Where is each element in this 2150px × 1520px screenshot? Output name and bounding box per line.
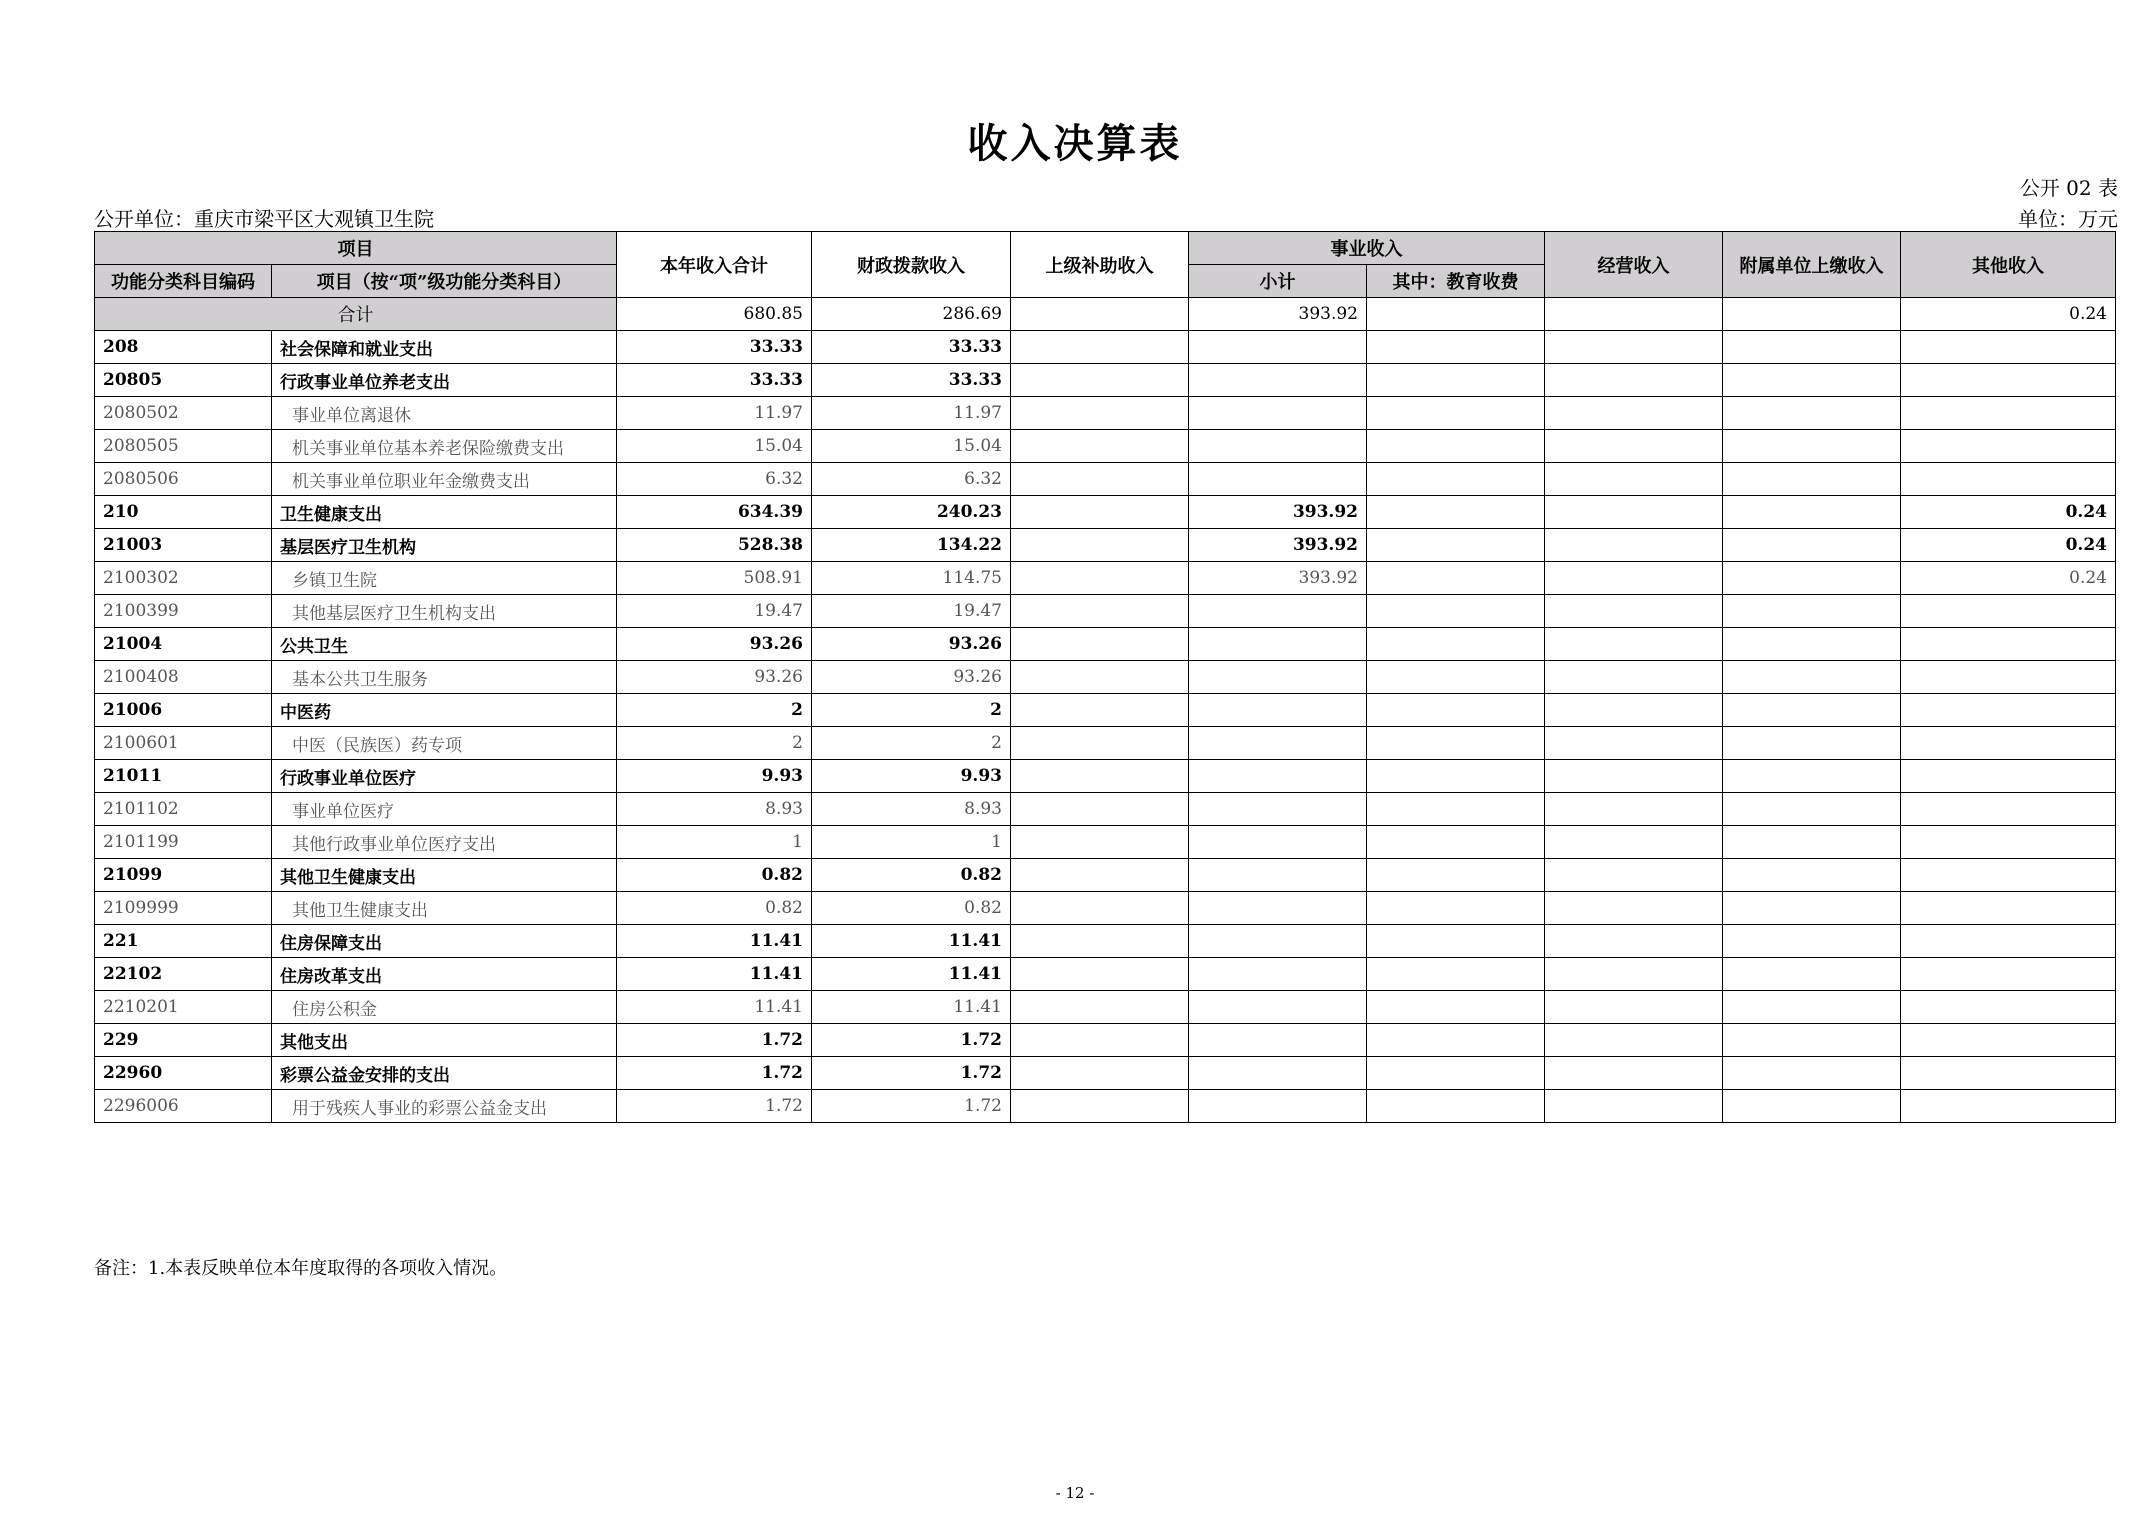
row-cell: 11.41 [812,925,1011,958]
row-name: 公共卫生 [272,628,617,661]
row-code: 2101102 [95,793,272,826]
row-cell [1189,925,1367,958]
row-cell: 114.75 [812,562,1011,595]
row-cell [1545,628,1723,661]
row-cell [1723,496,1901,529]
row-code: 2100408 [95,661,272,694]
row-name: 住房公积金 [272,991,617,1024]
row-cell [1367,694,1545,727]
row-cell: 1.72 [617,1090,812,1123]
row-cell [1545,463,1723,496]
row-code: 22960 [95,1057,272,1090]
row-cell [1545,331,1723,364]
row-cell: 2 [812,727,1011,760]
row-cell: 33.33 [812,364,1011,397]
unit-label: 单位：万元 [2018,207,2118,231]
row-cell [1367,496,1545,529]
table-row [95,958,2116,991]
row-cell [1545,859,1723,892]
row-name: 彩票公益金安排的支出 [272,1057,617,1090]
row-cell [1545,727,1723,760]
row-cell [1189,892,1367,925]
row-cell [1901,595,2116,628]
row-cell [1367,958,1545,991]
table-row [95,925,2116,958]
row-cell [1545,529,1723,562]
row-name: 基层医疗卫生机构 [272,529,617,562]
row-cell [1901,826,2116,859]
row-cell [1545,991,1723,1024]
row-cell [1723,859,1901,892]
row-cell: 393.92 [1189,529,1367,562]
row-cell [1367,430,1545,463]
row-cell: 93.26 [617,628,812,661]
row-cell [1723,529,1901,562]
row-name: 住房改革支出 [272,958,617,991]
row-cell: 6.32 [812,463,1011,496]
row-name: 事业单位医疗 [272,793,617,826]
row-name: 其他基层医疗卫生机构支出 [272,595,617,628]
row-cell [1011,331,1189,364]
row-cell [1189,1024,1367,1057]
row-cell: 240.23 [812,496,1011,529]
row-cell: 1 [617,826,812,859]
row-name: 其他行政事业单位医疗支出 [272,826,617,859]
row-cell: 508.91 [617,562,812,595]
table-row [95,1024,2116,1057]
row-cell [1723,595,1901,628]
row-cell [1367,727,1545,760]
row-cell [1367,661,1545,694]
total-cell [1545,298,1723,331]
row-name: 行政事业单位养老支出 [272,364,617,397]
row-cell [1189,991,1367,1024]
row-cell [1545,1057,1723,1090]
row-name: 其他卫生健康支出 [272,859,617,892]
table-row [95,892,2116,925]
page-title: 收入决算表 [967,120,1183,167]
row-cell [1367,760,1545,793]
total-row [95,298,2116,331]
row-cell: 0.82 [812,859,1011,892]
table-row [95,496,2116,529]
row-cell: 0.82 [812,892,1011,925]
row-cell [1189,430,1367,463]
total-cell: 393.92 [1189,298,1367,331]
row-cell [1901,727,2116,760]
row-cell [1723,430,1901,463]
row-cell: 2 [812,694,1011,727]
row-cell [1189,826,1367,859]
row-cell: 93.26 [812,628,1011,661]
row-code: 2101199 [95,826,272,859]
row-cell [1545,496,1723,529]
row-code: 21099 [95,859,272,892]
row-code: 21004 [95,628,272,661]
row-cell [1189,661,1367,694]
table-row [95,562,2116,595]
header-business-income: 事业收入 [1189,232,1545,265]
row-name: 住房保障支出 [272,925,617,958]
row-cell [1367,925,1545,958]
row-cell [1723,331,1901,364]
row-cell [1189,1057,1367,1090]
row-code: 2080505 [95,430,272,463]
table-row [95,826,2116,859]
row-cell: 528.38 [617,529,812,562]
row-cell [1189,397,1367,430]
header-name: 项目（按“项”级功能分类科目） [272,265,617,298]
row-cell: 11.97 [617,397,812,430]
row-cell [1723,628,1901,661]
header-operating: 经营收入 [1545,232,1723,298]
total-cell [1367,298,1545,331]
row-cell: 1.72 [617,1024,812,1057]
table-row [95,529,2116,562]
row-cell [1367,1024,1545,1057]
table-row [95,364,2116,397]
row-cell [1901,793,2116,826]
row-code: 210 [95,496,272,529]
row-cell [1901,991,2116,1024]
row-cell [1545,595,1723,628]
row-cell [1545,925,1723,958]
row-cell [1011,991,1189,1024]
total-cell [1723,298,1901,331]
header-superior-subsidy: 上级补助收入 [1011,232,1189,298]
row-cell [1011,430,1189,463]
table-row [95,397,2116,430]
row-cell [1011,562,1189,595]
row-name: 中医药 [272,694,617,727]
table-row [95,760,2116,793]
row-cell: 33.33 [812,331,1011,364]
row-cell: 2 [617,694,812,727]
row-code: 2100302 [95,562,272,595]
row-cell [1901,859,2116,892]
row-code: 2080502 [95,397,272,430]
total-cell: 0.24 [1901,298,2116,331]
row-cell: 11.41 [617,925,812,958]
header-other: 其他收入 [1901,232,2116,298]
row-code: 21006 [95,694,272,727]
total-label: 合计 [95,298,617,331]
row-cell: 393.92 [1189,496,1367,529]
row-cell [1901,1024,2116,1057]
row-cell: 1.72 [812,1057,1011,1090]
row-cell [1189,628,1367,661]
row-code: 20805 [95,364,272,397]
row-cell [1545,892,1723,925]
row-cell [1367,529,1545,562]
row-cell [1011,661,1189,694]
row-cell [1189,463,1367,496]
row-cell [1901,430,2116,463]
row-cell [1545,430,1723,463]
row-cell [1901,463,2116,496]
row-code: 229 [95,1024,272,1057]
row-cell [1367,397,1545,430]
table-row [95,1090,2116,1123]
table-row [95,1057,2116,1090]
row-cell [1011,496,1189,529]
row-cell: 9.93 [812,760,1011,793]
row-cell [1011,892,1189,925]
row-name: 机关事业单位职业年金缴费支出 [272,463,617,496]
row-cell [1901,397,2116,430]
row-cell [1367,1057,1545,1090]
row-cell: 0.24 [1901,562,2116,595]
row-cell [1901,364,2116,397]
row-cell [1901,628,2116,661]
row-cell: 0.82 [617,892,812,925]
row-code: 221 [95,925,272,958]
row-cell [1189,1090,1367,1123]
row-cell [1367,562,1545,595]
row-cell [1901,1057,2116,1090]
header-subtotal: 小计 [1189,265,1367,298]
row-cell [1367,331,1545,364]
header-education-fee: 其中：教育收费 [1367,265,1545,298]
row-cell: 1.72 [812,1024,1011,1057]
row-cell: 8.93 [617,793,812,826]
row-cell [1723,463,1901,496]
row-cell [1545,793,1723,826]
row-cell [1367,826,1545,859]
row-code: 2109999 [95,892,272,925]
row-cell [1723,991,1901,1024]
row-cell [1723,793,1901,826]
row-name: 中医（民族医）药专项 [272,727,617,760]
row-cell [1189,694,1367,727]
row-cell [1189,727,1367,760]
row-cell [1011,364,1189,397]
row-cell [1545,397,1723,430]
row-cell [1189,958,1367,991]
table-row [95,793,2116,826]
row-cell: 15.04 [812,430,1011,463]
total-cell: 680.85 [617,298,812,331]
row-name: 其他卫生健康支出 [272,892,617,925]
row-cell: 9.93 [617,760,812,793]
table-row [95,991,2116,1024]
row-cell [1011,925,1189,958]
row-cell [1189,364,1367,397]
row-cell: 1 [812,826,1011,859]
row-cell [1723,1057,1901,1090]
row-cell [1011,463,1189,496]
row-cell [1367,892,1545,925]
row-cell [1011,628,1189,661]
row-cell: 11.41 [617,958,812,991]
row-code: 2100601 [95,727,272,760]
row-cell [1723,397,1901,430]
row-cell [1901,760,2116,793]
row-name: 其他支出 [272,1024,617,1057]
row-cell [1545,364,1723,397]
row-cell: 15.04 [617,430,812,463]
row-cell: 11.41 [812,991,1011,1024]
row-cell: 134.22 [812,529,1011,562]
row-cell [1189,595,1367,628]
row-name: 机关事业单位基本养老保险缴费支出 [272,430,617,463]
row-cell [1723,364,1901,397]
row-cell: 11.41 [812,958,1011,991]
form-number: 公开 02 表 [2019,176,2118,200]
row-cell [1367,1090,1545,1123]
row-cell [1901,661,2116,694]
row-cell [1367,991,1545,1024]
row-cell [1011,694,1189,727]
row-name: 基本公共卫生服务 [272,661,617,694]
row-cell [1367,463,1545,496]
row-cell [1367,364,1545,397]
table-row [95,727,2116,760]
row-cell [1723,661,1901,694]
header-fiscal: 财政拨款收入 [812,232,1011,298]
header-total-income: 本年收入合计 [617,232,812,298]
row-cell: 0.24 [1901,496,2116,529]
row-cell [1011,595,1189,628]
row-cell: 11.41 [617,991,812,1024]
row-cell: 93.26 [617,661,812,694]
row-name: 事业单位离退休 [272,397,617,430]
row-cell [1011,859,1189,892]
row-code: 208 [95,331,272,364]
row-cell [1545,826,1723,859]
row-cell [1011,1090,1189,1123]
row-cell: 0.82 [617,859,812,892]
row-cell [1367,793,1545,826]
row-cell [1723,925,1901,958]
row-cell [1011,826,1189,859]
row-cell: 33.33 [617,331,812,364]
total-cell: 286.69 [812,298,1011,331]
table-row [95,430,2116,463]
row-code: 2296006 [95,1090,272,1123]
row-cell [1901,892,2116,925]
table-row [95,595,2116,628]
row-cell: 393.92 [1189,562,1367,595]
row-cell [1189,760,1367,793]
header-item: 项目 [95,232,617,265]
table-row [95,694,2116,727]
row-cell [1011,760,1189,793]
row-name: 乡镇卫生院 [272,562,617,595]
row-cell [1723,958,1901,991]
row-cell [1011,958,1189,991]
row-cell [1723,727,1901,760]
row-cell [1901,925,2116,958]
row-cell: 11.97 [812,397,1011,430]
row-cell [1367,595,1545,628]
row-cell [1545,694,1723,727]
row-cell [1011,793,1189,826]
income-table [94,231,2116,1123]
header-code: 功能分类科目编码 [95,265,272,298]
row-cell: 0.24 [1901,529,2116,562]
row-name: 行政事业单位医疗 [272,760,617,793]
row-cell [1545,661,1723,694]
row-cell: 634.39 [617,496,812,529]
table-row [95,661,2116,694]
row-cell: 33.33 [617,364,812,397]
row-cell: 1.72 [812,1090,1011,1123]
row-cell [1545,1090,1723,1123]
row-name: 用于残疾人事业的彩票公益金支出 [272,1090,617,1123]
row-cell [1367,628,1545,661]
row-code: 2080506 [95,463,272,496]
table-row [95,463,2116,496]
row-cell [1011,397,1189,430]
row-cell: 19.47 [812,595,1011,628]
table-row [95,628,2116,661]
row-cell [1545,1024,1723,1057]
page-number: - 12 - [1055,1484,1095,1502]
row-cell: 1.72 [617,1057,812,1090]
org-label: 公开单位：重庆市梁平区大观镇卫生院 [94,207,434,231]
row-code: 21003 [95,529,272,562]
table-body [95,298,2116,1123]
row-cell [1545,958,1723,991]
row-cell [1189,793,1367,826]
row-cell [1367,859,1545,892]
row-cell [1011,529,1189,562]
table-row [95,331,2116,364]
row-cell [1723,562,1901,595]
row-code: 22102 [95,958,272,991]
row-cell [1723,826,1901,859]
row-cell [1723,694,1901,727]
row-cell: 19.47 [617,595,812,628]
table-row [95,859,2116,892]
row-cell [1011,1024,1189,1057]
row-name: 社会保障和就业支出 [272,331,617,364]
row-cell: 6.32 [617,463,812,496]
row-cell: 93.26 [812,661,1011,694]
footnote: 备注：1.本表反映单位本年度取得的各项收入情况。 [94,1258,508,1279]
row-cell [1901,1090,2116,1123]
row-cell [1011,727,1189,760]
row-name: 卫生健康支出 [272,496,617,529]
row-cell [1545,760,1723,793]
row-cell [1901,694,2116,727]
row-code: 21011 [95,760,272,793]
row-cell [1723,892,1901,925]
row-cell [1723,760,1901,793]
row-cell [1901,958,2116,991]
total-cell [1011,298,1189,331]
row-cell [1723,1090,1901,1123]
row-cell [1723,1024,1901,1057]
row-cell [1901,331,2116,364]
row-code: 2100399 [95,595,272,628]
row-cell [1011,1057,1189,1090]
row-cell [1545,562,1723,595]
row-cell [1189,859,1367,892]
row-cell: 2 [617,727,812,760]
row-cell: 8.93 [812,793,1011,826]
row-cell [1189,331,1367,364]
header-affiliated: 附属单位上缴收入 [1723,232,1901,298]
row-code: 2210201 [95,991,272,1024]
